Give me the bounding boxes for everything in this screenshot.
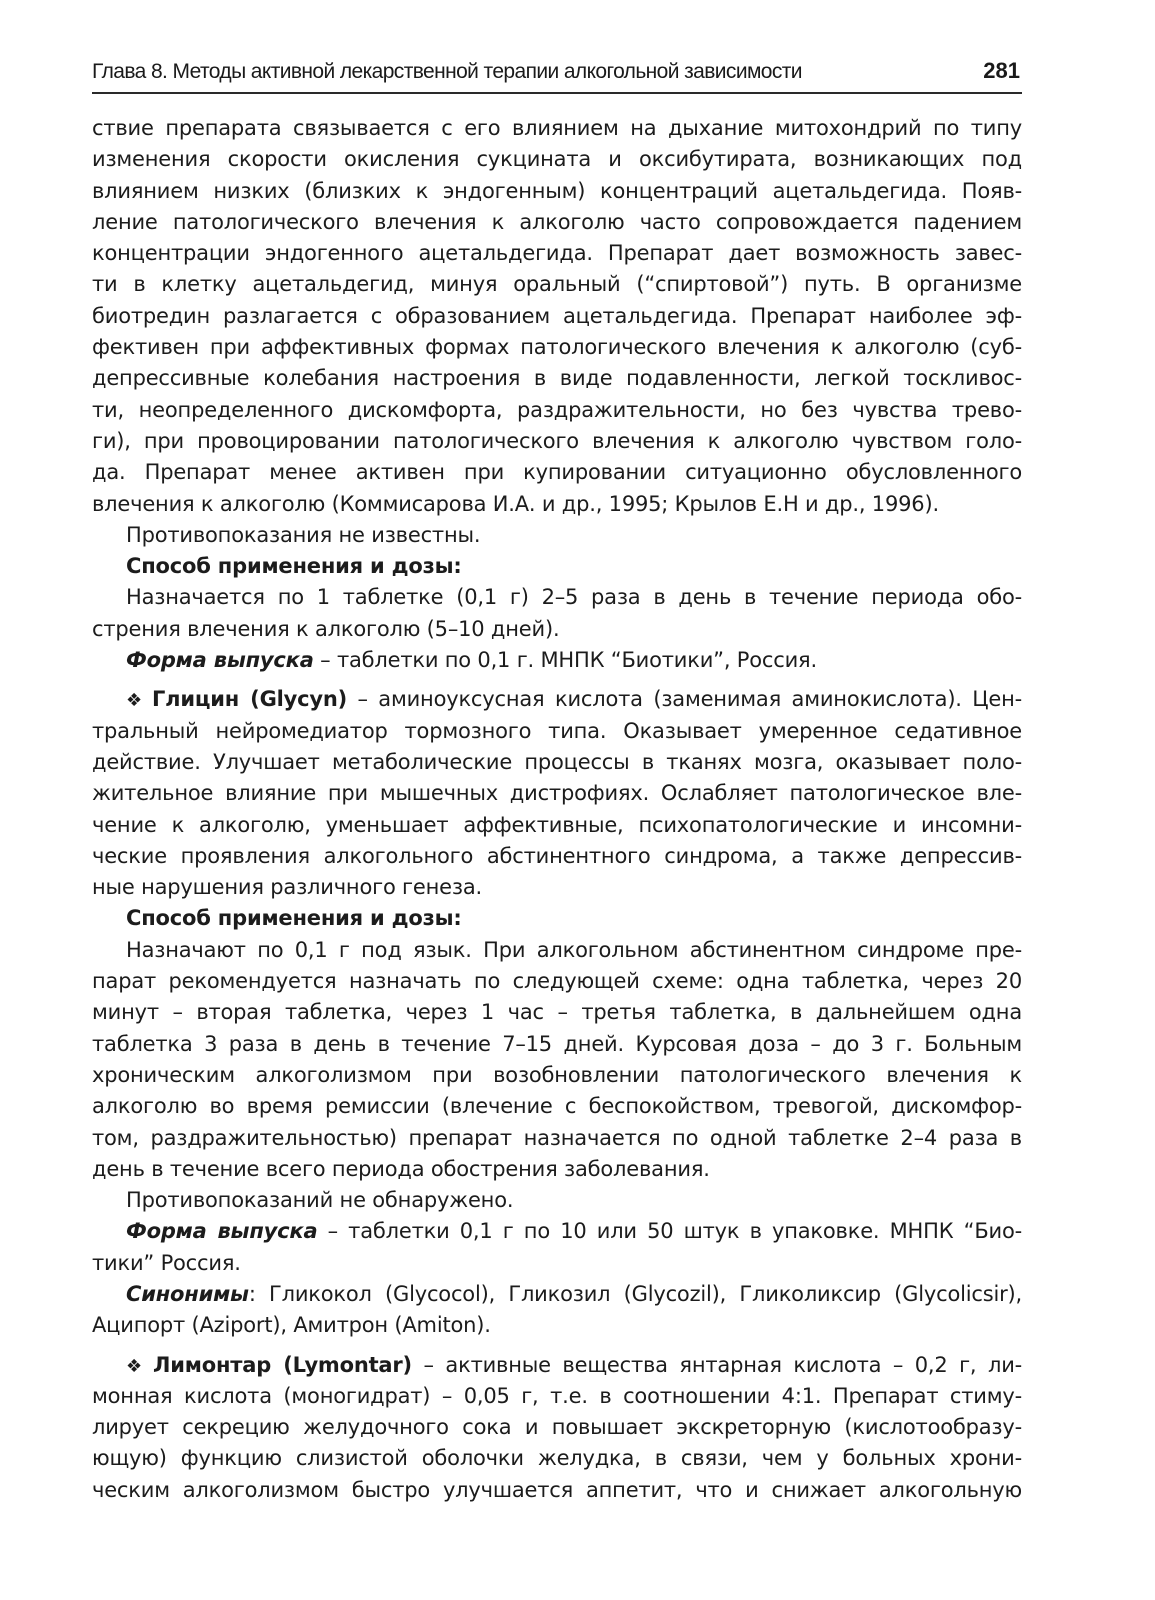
release-form-biotredin xyxy=(92,645,1022,676)
text-line: ление патологического влечения к алкоголю часто сопровождается падением xyxy=(92,209,1022,234)
text-line: лирует секрецию желудочного сока и повышает экскреторную (кислотообразу- xyxy=(92,1415,1022,1440)
text-line: фективен при аффективных формах патологического влечения к алкоголю (суб- xyxy=(92,335,1022,360)
text-line: таблетка 3 раза в день в течение 7–15 дней. Курсовая доза – до 3 г. Больным xyxy=(92,1031,1022,1056)
drug-name-limontar: Лимонтар (Lymontar) xyxy=(153,1352,412,1377)
release-form-label: Форма выпуска xyxy=(126,648,314,673)
text-line: влиянием низких (близких к эндогенным) концентраций ацетальдегида. Появ- xyxy=(92,178,1022,203)
text-line: ствие препарата связывается с его влиянием на дыхание митохондрий по типу xyxy=(92,116,1022,140)
text-line: хроническим алкоголизмом при возобновлении патологического влечения к xyxy=(92,1062,1022,1087)
text-line: – аминоуксусная кислота (заменимая аминокислота). Цен- xyxy=(346,687,1023,712)
contraindications-glycine: Противопоказаний не обнаружено. xyxy=(126,1188,514,1213)
drug-entry-limontar xyxy=(92,1350,1022,1381)
chapter-title: Глава 8. Методы активной лекарственной терапии алкогольной зависимости xyxy=(92,60,802,83)
text-line: ющую) функцию слизистой оболочки желудка, в связи, чем у больных хрони- xyxy=(92,1446,1022,1471)
drug-entry-glycine xyxy=(92,684,1022,715)
release-form-label: Форма выпуска xyxy=(126,1219,318,1244)
body-text xyxy=(92,113,1022,1506)
text-line: биотредин разлагается с образованием ацетальдегида. Препарат наиболее эф- xyxy=(92,303,1022,328)
text-line: изменения скорости окисления сукцината и оксибутирата, возникающих под xyxy=(92,147,1022,172)
text-line: ти в клетку ацетальдегид, минуя оральный (“спиртовой”) путь. В организме xyxy=(92,272,1022,297)
text-line: Аципорт (Aziport), Амитрон (Amiton). xyxy=(92,1313,491,1338)
text-line: монная кислота (моногидрат) – 0,05 г, т.е. в соотношении 4:1. Препарат стиму- xyxy=(92,1383,1022,1408)
text-line: минут – вторая таблетка, через 1 час – третья таблетка, в дальнейшем одна xyxy=(92,1000,1022,1025)
synonyms-label: Синонимы xyxy=(126,1281,249,1306)
text-line: жительное влияние при мышечных дистрофиях. Ослабляет патологическое вле- xyxy=(92,781,1022,806)
text-line: тики” Россия. xyxy=(92,1250,241,1275)
contraindications-biotredin: Противопоказания не известны. xyxy=(126,522,481,547)
text-line: ческим алкоголизмом быстро улучшается аппетит, что и снижает алкогольную xyxy=(92,1477,1022,1502)
text-line: – активные вещества янтарная кислота – 0,2 г, ли- xyxy=(411,1352,1023,1377)
dosing-heading-biotredin: Способ применения и дозы: xyxy=(126,554,462,579)
text-line: парат рекомендуется назначать по следующей схеме: одна таблетка, через 20 xyxy=(92,969,1022,994)
text-line: депрессивные колебания настроения в виде подавленности, легкой тоскливос- xyxy=(92,366,1022,391)
page-number: 281 xyxy=(983,58,1020,83)
diamond-bullet-icon: ❖ xyxy=(126,1355,148,1377)
synonyms-glycine xyxy=(92,1279,1022,1310)
text-line: стрения влечения к алкоголю (5–10 дней). xyxy=(92,616,560,641)
text-line: чение к алкоголю, уменьшает аффективные, психопатологические и инсомни- xyxy=(92,812,1022,837)
running-header xyxy=(92,58,1022,94)
text-line: ческие проявления алкогольного абстинентного синдрома, а также депрессив- xyxy=(92,843,1022,868)
drug-name-glycine: Глицин (Glycyn) xyxy=(151,687,347,712)
dosing-heading-glycine: Способ применения и дозы: xyxy=(126,906,462,931)
text-line: том, раздражительностью) препарат назначается по одной таблетке 2–4 раза в xyxy=(92,1125,1022,1150)
release-form-text: – таблетки по 0,1 г. МНПК “Биотики”, Россия. xyxy=(313,648,817,673)
text-line: Назначают по 0,1 г под язык. При алкогольном абстинентном синдроме пре- xyxy=(126,937,1022,962)
text-line: Назначается по 1 таблетке (0,1 г) 2–5 раза в день в течение периода обо- xyxy=(126,585,1022,610)
text-line: влечения к алкоголю (Коммисарова И.А. и др., 1995; Крылов Е.Н и др., 1996). xyxy=(92,491,939,516)
synonyms-text: : Гликокол (Glycocol), Гликозил (Glycozil), Гликоликсир (Glycolicsir), xyxy=(248,1281,1022,1306)
text-line: тральный нейромедиатор тормозного типа. Оказывает умеренное седативное xyxy=(92,718,1022,743)
text-line: концентрации эндогенного ацетальдегида. Препарат дает возможность завес- xyxy=(92,241,1022,266)
diamond-bullet-icon: ❖ xyxy=(126,690,146,712)
release-form-glycine xyxy=(92,1216,1022,1247)
text-line: ти, неопределенного дискомфорта, раздражительности, но без чувства трево- xyxy=(92,397,1022,422)
text-line: действие. Улучшает метаболические процессы в тканях мозга, оказывает поло- xyxy=(92,749,1022,774)
text-line: да. Препарат менее активен при купировании ситуационно обусловленного xyxy=(92,460,1022,485)
text-line: день в течение всего периода обострения заболевания. xyxy=(92,1156,710,1181)
text-line: алкоголю во время ремиссии (влечение с беспокойством, тревогой, дискомфор- xyxy=(92,1094,1022,1119)
text-line: ные нарушения различного генеза. xyxy=(92,875,482,900)
text-line: ги), при провоцировании патологического влечения к алкоголю чувством голо- xyxy=(92,428,1022,453)
release-form-text: – таблетки 0,1 г по 10 или 50 штук в упаковке. МНПК “Био- xyxy=(317,1219,1023,1244)
